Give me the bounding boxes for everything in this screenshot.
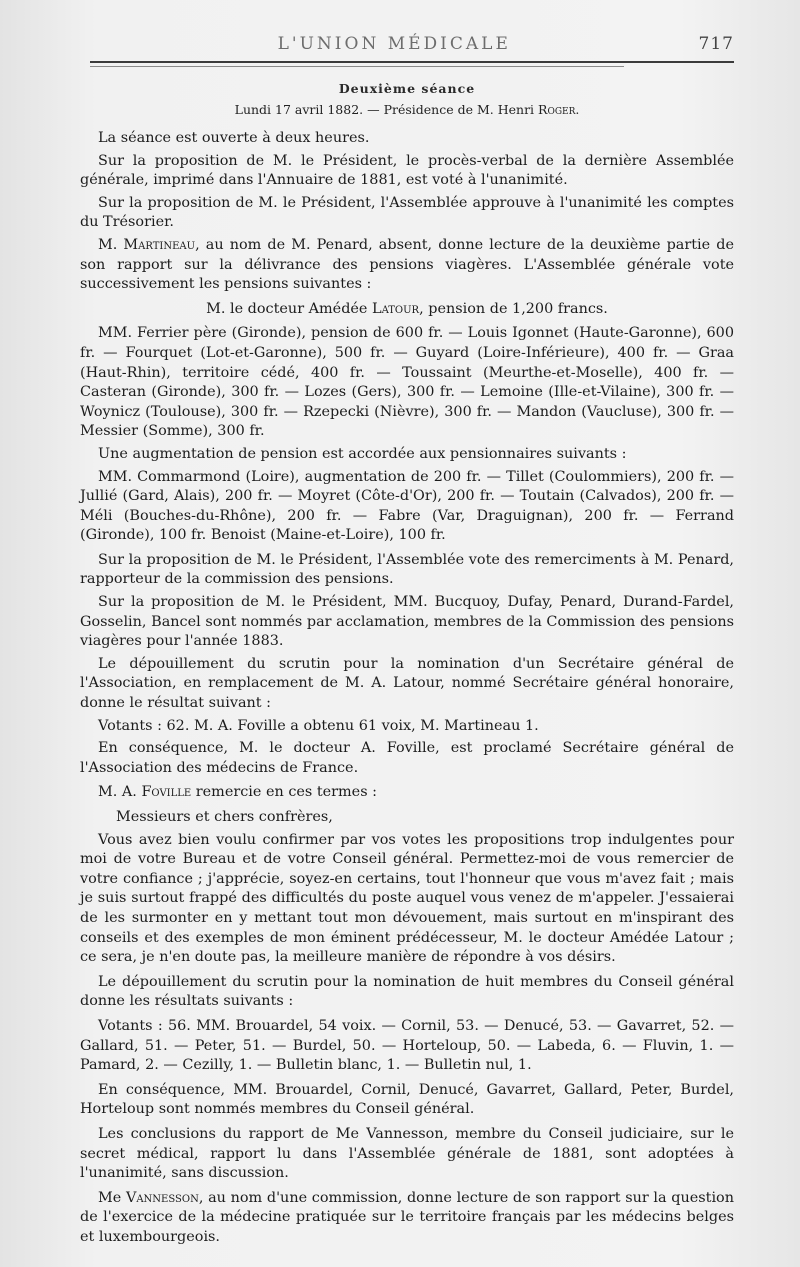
running-title: L'UNION MÉDICALE xyxy=(277,34,511,54)
page-number: 717 xyxy=(698,34,734,54)
paragraph-remerciments: Sur la proposition de M. le Président, l'Assemblée vote des remerciments à M. Penard, rapporteur de la commission des pensions. xyxy=(80,551,734,588)
paragraph-secret-medical: Les conclusions du rapport de Me Vannesson, membre du Conseil judiciaire, sur le secret médical, rapport lu dans l'Assemblée générale de 1881, sont adoptées à l'unanimité, sans discussion. xyxy=(80,1125,734,1182)
paragraph-votants-conseil: Votants : 56. MM. Brouardel, 54 voix. — Cornil, 53. — Denucé, 53. — Gavarret, 52. — Gallard, 51. — Peter, 51. — Burdel, 50. — Horteloup, 50. — Labeda, 6. — Fluvin, 1. — Pamard, 2. — Cezilly, 1. — Bulletin blanc, 1. — Bulletin nul, 1. xyxy=(80,1017,734,1074)
minutes-body xyxy=(80,129,734,1247)
paragraph-commission: Sur la proposition de M. le Président, MM. Bucquoy, Dufay, Penard, Durand-Fardel, Gosselin, Bancel sont nommés par acclamation, membres de la Commission des pensions viagères pour l'année 1883. xyxy=(80,594,734,650)
paragraph-comptes: Sur la proposition de M. le Président, l'Assemblée approuve à l'unanimité les comptes du Trésorier. xyxy=(80,194,734,231)
paragraph-opening: La séance est ouverte à deux heures. xyxy=(98,130,370,146)
paragraph-salutation: Messieurs et chers confrères, xyxy=(116,809,333,825)
paragraph-votants: Votants : 62. M. A. Foville a obtenu 61 voix, M. Martineau 1. xyxy=(98,717,539,734)
paragraph-vannesson: Me Vannesson, au nom d'une commission, donne lecture de son rapport sur la question de l'exercice de la médecine pratiquée sur le territoire français par les médecins belges et luxembourgeois. xyxy=(80,1189,734,1245)
header-rule xyxy=(90,61,734,63)
paragraph-scrutin-secretaire: Le dépouillement du scrutin pour la nomination d'un Secrétaire général de l'Association, en remplacement de M. A. Latour, nommé Secrétaire général honoraire, donne le résultat suivant : xyxy=(80,655,734,712)
paragraph-speech: Vous avez bien voulu confirmer par vos votes les propositions trop indulgentes pour moi de votre Bureau et de votre Conseil général. Permettez-moi de vous remercier de votre confiance ; j'apprécie, soyez-en certains, tout l'honneur que vous m'avez fait ; mais je suis surtout frappé des difficultés du poste auquel vous venez de m'appeler. J'essaierai de les surmonter en y mettant tout mon dévouement, mais surtout en m'inspirant des conseils et des exemples de mon éminent prédécesseur, M. le docteur Amédée Latour ; ce sera, je n'en doute pas, la meilleure manière de répondre à vos désirs. xyxy=(80,831,734,966)
paragraph-proces-verbal: Sur la proposition de M. le Président, le procès-verbal de la dernière Assemblée générale, imprimé dans l'Annuaire de 1881, est voté à l'unanimité. xyxy=(80,152,734,189)
paragraph-foville-remercie: M. A. Foville remercie en ces termes : xyxy=(98,784,378,801)
session-date: Lundi 17 avril 1882. — Présidence de M. Henri Roger. xyxy=(234,102,580,117)
paragraph-membres-nommes: En conséquence, MM. Brouardel, Cornil, Denucé, Gavarret, Gallard, Peter, Burdel, Horteloup sont nommés membres du Conseil général. xyxy=(80,1081,734,1118)
page-header xyxy=(90,34,734,54)
paragraph-foville-proclame: En conséquence, M. le docteur A. Foville, est proclamé Secrétaire général de l'Association des médecins de France. xyxy=(80,740,734,776)
session-title: Deuxième séance xyxy=(338,81,476,96)
paragraph-augmentation-list: MM. Commarmond (Loire), augmentation de 200 fr. — Tillet (Coulommiers), 200 fr. — Jullié (Gard, Alais), 200 fr. — Moyret (Côte-d'Or), 200 fr. — Toutain (Calvados), 200 fr. — Méli (Bouches-du-Rhône), 200 fr. — Fabre (Var, Draguignan), 200 fr. — Ferrand (Gironde), 100 fr. Benoist (Maine-et-Loire), 100 fr. xyxy=(80,468,734,544)
paragraph-latour-pension: M. le docteur Amédée Latour, pension de 1,200 francs. xyxy=(206,300,608,317)
header-rule-thin xyxy=(90,66,624,67)
paragraph-scrutin-conseil: Le dépouillement du scrutin pour la nomination de huit membres du Conseil général donne les résultats suivants : xyxy=(80,973,734,1010)
paragraph-augmentation: Une augmentation de pension est accordée aux pensionnaires suivants : xyxy=(98,445,627,462)
president-name: Roger xyxy=(538,102,576,117)
paragraph-pensions-list: MM. Ferrier père (Gironde), pension de 600 fr. — Louis Igonnet (Haute-Garonne), 600 fr. — Fourquet (Lot-et-Garonne), 500 fr. — Guyard (Loire-Inférieure), 400 fr. — Graa (Haut-Rhin), territoire cédé, 400 fr. — Toussaint (Meurthe-et-Moselle), 400 fr. — Casteran (Gironde), 300 fr. — Lozes (Gers), 300 fr. — Lemoine (Ille-et-Vilaine), 300 fr. — Woynicz (Toulouse), 300 fr. — Rzepecki (Nièvre), 300 fr. — Mandon (Vaucluse), 300 fr. — Messier (Somme), 300 fr. xyxy=(80,325,734,440)
paragraph-martineau: M. Martineau, au nom de M. Penard, absent, donne lecture de la deuxième partie de son rapport sur la délivrance des pensions viagères. L'Assemblée générale vote successivement les pensions suivantes : xyxy=(80,236,735,293)
